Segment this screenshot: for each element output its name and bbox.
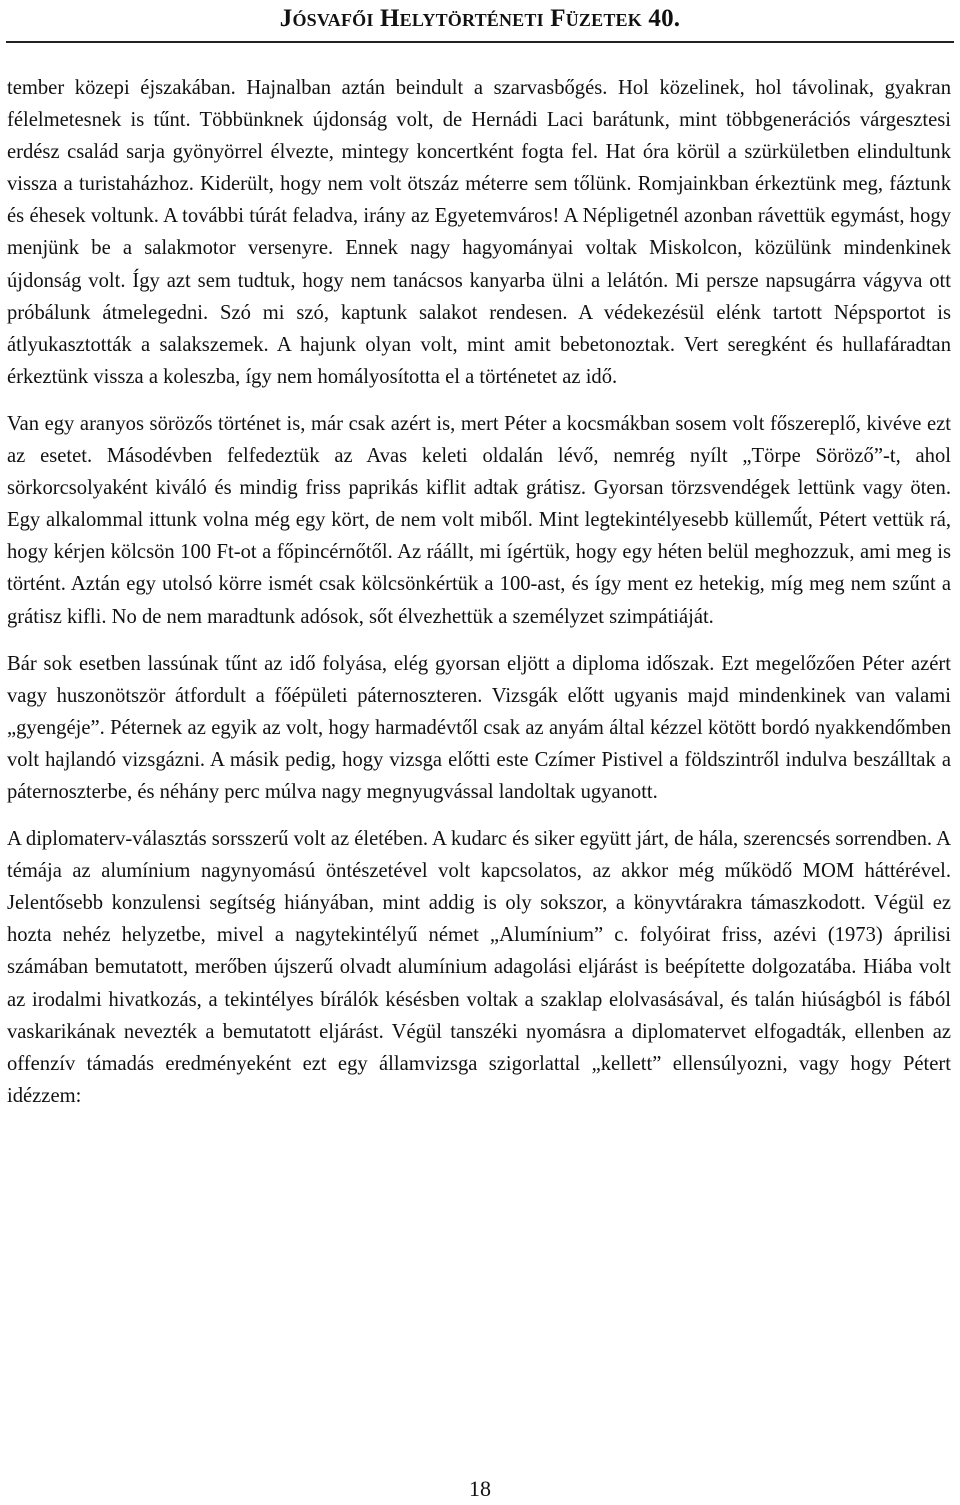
header-rule — [6, 41, 954, 43]
paragraph-4: A diplomaterv-választás sorsszerű volt az életében. A kudarc és siker együtt járt, de hála, szerencsés sorrendben. A témája az alumínium nagynyomású öntészetével volt kapcsolatos, az akkor még működő MOM háttérével. Jelentősebb konzulensi segítség hiányában, mint addig is oly sokszor, a könyvtárakra támaszkodott. Végül ez hozta nehéz helyzetbe, mivel a nagytekintélyű német „Alumínium” c. folyóirat friss, azévi (1973) áprilisi számában bemutatott, merőben újszerű olvadt alumínium adagolási eljárást is beépítette dolgozatába. Hiába volt az irodalmi hivatkozás, a tekintélyes bírálók késésben voltak a szaklap elolvasásával, és talán hiúságból is fából vaskarikának nevezték a bemutatott eljárást. Végül tanszéki nyomásra a diplomatervet elfogadták, ellenben az offenzív támadás eredményeként ezt egy államvizsga szigorlattal „kellett” ellensúlyozni, vagy hogy Pétert idézzem: — [7, 828, 951, 1107]
body-text — [7, 72, 951, 1112]
page-number: 18 — [469, 1476, 491, 1501]
paragraph-2: Van egy aranyos sörözős történet is, már csak azért is, mert Péter a kocsmákban sosem volt főszereplő, kivéve ezt az esetet. Másodévben felfedeztük az Avas keleti oldalán lévő, nemrég nyílt „Törpe Söröző”-t, ahol sörkorcsolyaként kiváló és mindig friss paprikás kiflit adtak grátisz. Gyorsan törzsvendégek lettünk vagy öten. Egy alkalommal ittunk volna még egy kört, de nem volt miből. Mint legtekintélyesebb küllemű́t, Pétert vettük rá, hogy kérjen kölcsön 100 Ft-ot a főpincérnőtől. Az ráállt, mi ígértük, hogy egy héten belül meghozzuk, ami meg is történt. Aztán egy utolsó körre ismét csak kölcsönkértük a 100-ast, és így ment ez hetekig, míg meg nem szűnt a grátisz kifli. No de nem maradtunk adósok, sőt élvezhettük a személyzet szimpátiáját. — [7, 412, 951, 628]
running-header-title: Jósvafői Helytörténeti Füzetek 40. — [279, 5, 681, 32]
paragraph-1: tember közepi éjszakában. Hajnalban aztán beindult a szarvasbőgés. Hol közelinek, hol távolinak, gyakran félelmetesnek is tűnt. Többünknek újdonság volt, de Hernádi Laci barátunk, mint többgenerációs várgesztesi erdész család sarja gyönyörrel élvezte, mintegy koncertként fogta fel. Hat óra körül a szürkületben elindultunk vissza a turistaházhoz. Kiderült, hogy nem volt ötszáz méterre sem tőlünk. Romjainkban érkeztünk meg, fáztunk és éhesek voltunk. A további túrát feladva, irány az Egyetemváros! A Népligetnél azonban rávettük egymást, hogy menjünk be a salakmotor versenyre. Ennek nagy hagyományai voltak Miskolcon, közülünk mindenkinek újdonság volt. Így azt sem tudtuk, hogy nem tanácsos kanyarba ülni a lelátón. Mi persze napsugárra vágyva ott próbálunk átmelegedni. Szó mi szó, kaptunk salakot rendesen. A védekezésül elénk tartott Népsportot is átlyukasztották a salakszemek. A hajunk olyan volt, mint amit bebetonoztak. Vert seregként és hullafáradtan érkeztünk vissza a koleszba, így nem homályosította el a történetet az idő. — [7, 77, 951, 388]
paragraph-3: Bár sok esetben lassúnak tűnt az idő folyása, elég gyorsan eljött a diploma időszak. Ezt megelőzően Péter azért vagy huszonötször átfordult a főépületi páternoszteren. Vizsgák előtt ugyanis majd mindenkinek van valami „gyengéje”. Péternek az egyik az volt, hogy harmadévtől csak az anyám által kézzel kötött bordó nyakkendőmben volt hajlandó vizsgázni. A másik pedig, hogy vizsga előtti este Czímer Pistivel a földszintről indulva beszálltak a páternoszterbe, és néhány perc múlva nagy megnyugvással landoltak ugyanott. — [7, 652, 951, 803]
